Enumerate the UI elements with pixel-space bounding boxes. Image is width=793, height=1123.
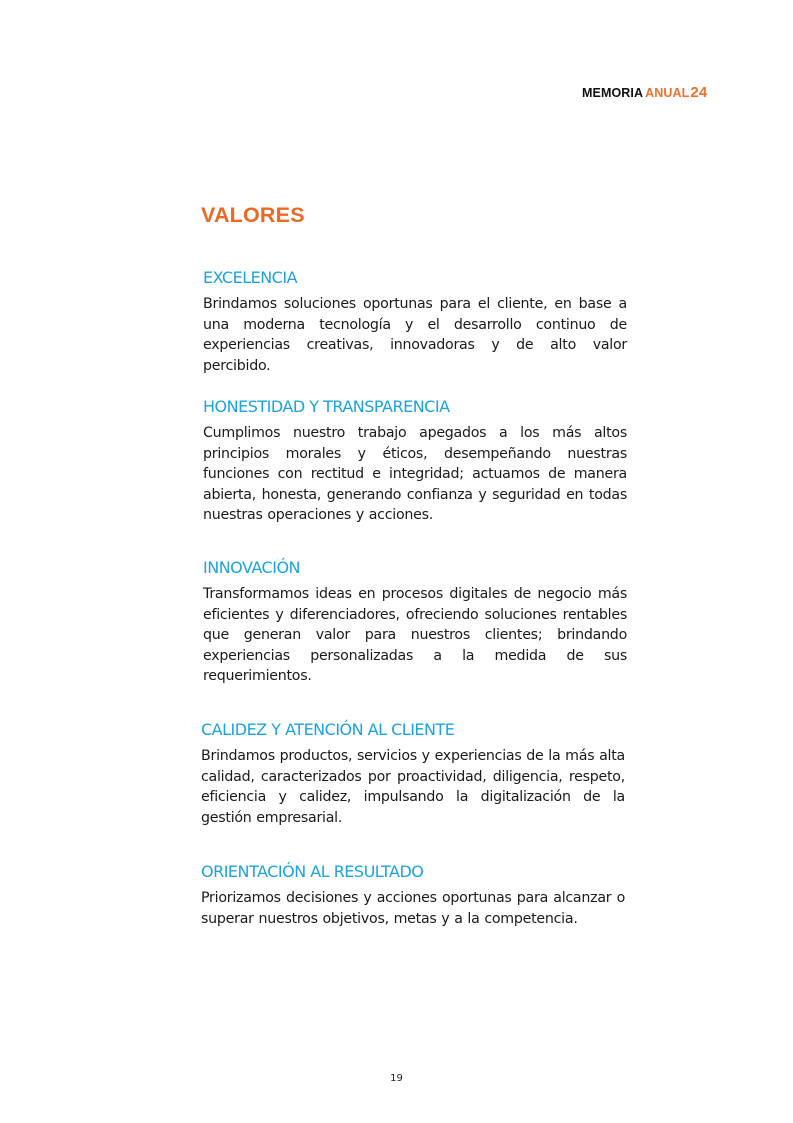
section-body: Brindamos productos, servicios y experiencias de la más alta calidad, caracterizados por proactividad, diligencia, respeto, eficiencia y calidez, impulsando la digitalización de la gestión empresarial. <box>201 748 625 826</box>
section-heading: HONESTIDAD Y TRANSPARENCIA <box>203 397 450 416</box>
brand-year: 24 <box>690 84 708 101</box>
section-heading: CALIDEZ Y ATENCIÓN AL CLIENTE <box>201 720 455 739</box>
value-section-excelencia <box>203 266 627 376</box>
page-number: 19 <box>390 1073 403 1084</box>
section-heading: EXCELENCIA <box>203 268 298 287</box>
brand-anual: ANUAL <box>645 86 690 100</box>
section-heading: INNOVACIÓN <box>203 558 301 577</box>
section-body: Transformamos ideas en procesos digitales de negocio más eficientes y diferenciadores, ofreciendo soluciones rentables que generan valor para nuestros clientes; brindando experiencias personalizadas a la medida de sus requerimientos. <box>203 586 627 684</box>
section-body: Priorizamos decisiones y acciones oportunas para alcanzar o superar nuestros objetivos, metas y a la competencia. <box>201 890 625 927</box>
section-body: Brindamos soluciones oportunas para el cliente, en base a una moderna tecnología y el desarrollo continuo de experiencias creativas, innovadoras y de alto valor percibido. <box>203 296 627 374</box>
section-heading: ORIENTACIÓN AL RESULTADO <box>201 862 424 881</box>
value-section-innovacion <box>203 556 627 687</box>
brand-logo <box>582 84 707 101</box>
brand-memoria: MEMORIA <box>582 86 644 100</box>
value-section-orientacion <box>201 860 625 929</box>
value-section-calidez <box>201 718 625 828</box>
section-body: Cumplimos nuestro trabajo apegados a los más altos principios morales y éticos, desempeñando nuestras funciones con rectitud e integridad; actuamos de manera abierta, honesta, generando confianza y seguridad en todas nuestras operaciones y acciones. <box>203 425 627 523</box>
page-title: VALORES <box>201 203 305 227</box>
value-section-honestidad <box>203 395 627 526</box>
